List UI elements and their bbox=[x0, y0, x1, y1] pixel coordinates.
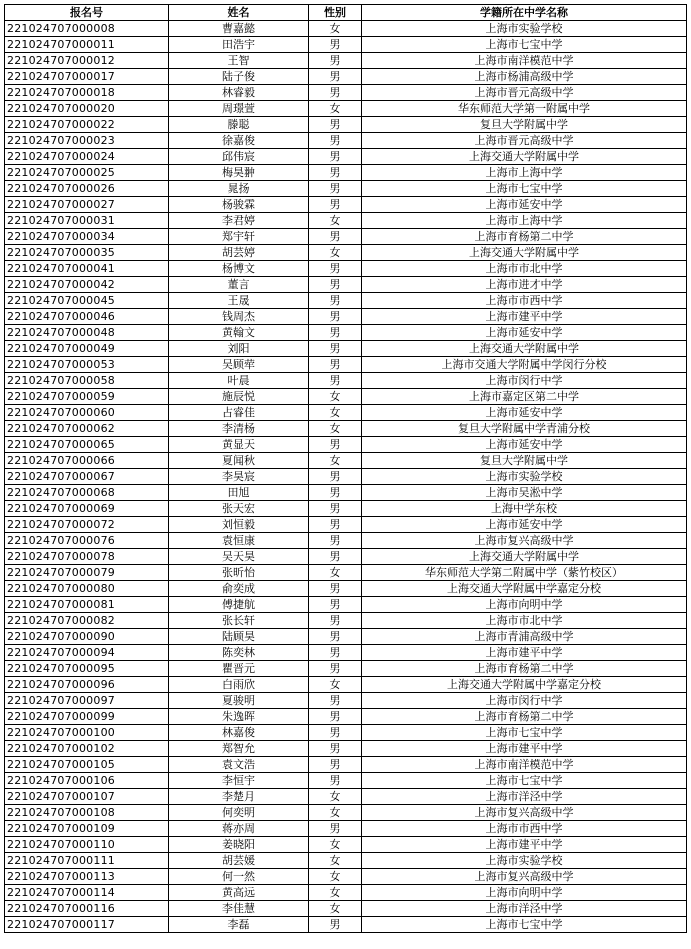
cell-registration-number: 221024707000011 bbox=[5, 37, 169, 53]
cell-name: 李恒宇 bbox=[169, 773, 309, 789]
cell-registration-number: 221024707000097 bbox=[5, 693, 169, 709]
table-row bbox=[5, 325, 687, 341]
cell-registration-number: 221024707000069 bbox=[5, 501, 169, 517]
table-row bbox=[5, 709, 687, 725]
cell-gender: 男 bbox=[309, 469, 362, 485]
cell-school: 上海市进才中学 bbox=[362, 277, 687, 293]
cell-registration-number: 221024707000018 bbox=[5, 85, 169, 101]
table-row bbox=[5, 277, 687, 293]
table-row bbox=[5, 405, 687, 421]
cell-name: 张天宏 bbox=[169, 501, 309, 517]
cell-school: 上海市向明中学 bbox=[362, 597, 687, 613]
cell-gender: 女 bbox=[309, 837, 362, 853]
table-row bbox=[5, 581, 687, 597]
cell-registration-number: 221024707000041 bbox=[5, 261, 169, 277]
cell-name: 陆顾昊 bbox=[169, 629, 309, 645]
cell-registration-number: 221024707000020 bbox=[5, 101, 169, 117]
cell-gender: 男 bbox=[309, 485, 362, 501]
cell-gender: 男 bbox=[309, 821, 362, 837]
cell-school: 上海市闵行中学 bbox=[362, 693, 687, 709]
table-row bbox=[5, 805, 687, 821]
cell-gender: 男 bbox=[309, 725, 362, 741]
table-row bbox=[5, 469, 687, 485]
cell-gender: 男 bbox=[309, 437, 362, 453]
table-row bbox=[5, 629, 687, 645]
cell-school: 上海市建平中学 bbox=[362, 645, 687, 661]
cell-gender: 男 bbox=[309, 149, 362, 165]
cell-gender: 女 bbox=[309, 421, 362, 437]
cell-gender: 男 bbox=[309, 581, 362, 597]
table-row bbox=[5, 21, 687, 37]
cell-gender: 男 bbox=[309, 373, 362, 389]
table-row bbox=[5, 373, 687, 389]
cell-name: 杨博文 bbox=[169, 261, 309, 277]
cell-gender: 女 bbox=[309, 453, 362, 469]
table-row bbox=[5, 421, 687, 437]
table-row bbox=[5, 453, 687, 469]
cell-school: 复旦大学附属中学青浦分校 bbox=[362, 421, 687, 437]
table-row bbox=[5, 149, 687, 165]
cell-name: 李清杨 bbox=[169, 421, 309, 437]
table-row bbox=[5, 677, 687, 693]
cell-gender: 男 bbox=[309, 117, 362, 133]
cell-school: 上海市实验学校 bbox=[362, 469, 687, 485]
cell-name: 叶晨 bbox=[169, 373, 309, 389]
cell-registration-number: 221024707000072 bbox=[5, 517, 169, 533]
cell-school: 上海中学东校 bbox=[362, 501, 687, 517]
cell-school: 上海市向明中学 bbox=[362, 885, 687, 901]
cell-name: 晁扬 bbox=[169, 181, 309, 197]
cell-name: 傅捷航 bbox=[169, 597, 309, 613]
cell-gender: 女 bbox=[309, 21, 362, 37]
table-row bbox=[5, 789, 687, 805]
table-row bbox=[5, 197, 687, 213]
cell-gender: 男 bbox=[309, 517, 362, 533]
cell-name: 王智 bbox=[169, 53, 309, 69]
cell-name: 俞奕成 bbox=[169, 581, 309, 597]
cell-gender: 女 bbox=[309, 885, 362, 901]
cell-registration-number: 221024707000048 bbox=[5, 325, 169, 341]
cell-name: 王晟 bbox=[169, 293, 309, 309]
cell-gender: 男 bbox=[309, 69, 362, 85]
cell-school: 复旦大学附属中学 bbox=[362, 453, 687, 469]
cell-school: 上海市七宝中学 bbox=[362, 37, 687, 53]
cell-gender: 男 bbox=[309, 181, 362, 197]
cell-name: 袁文浩 bbox=[169, 757, 309, 773]
table-row bbox=[5, 341, 687, 357]
cell-gender: 男 bbox=[309, 757, 362, 773]
cell-registration-number: 221024707000049 bbox=[5, 341, 169, 357]
table-row bbox=[5, 661, 687, 677]
cell-name: 邱伟宸 bbox=[169, 149, 309, 165]
cell-school: 上海市晋元高级中学 bbox=[362, 85, 687, 101]
header-name: 姓名 bbox=[169, 5, 309, 21]
cell-registration-number: 221024707000100 bbox=[5, 725, 169, 741]
cell-registration-number: 221024707000113 bbox=[5, 869, 169, 885]
cell-registration-number: 221024707000024 bbox=[5, 149, 169, 165]
cell-school: 上海市建平中学 bbox=[362, 741, 687, 757]
cell-school: 上海市延安中学 bbox=[362, 197, 687, 213]
table-row bbox=[5, 693, 687, 709]
cell-name: 郑智允 bbox=[169, 741, 309, 757]
cell-name: 黄显天 bbox=[169, 437, 309, 453]
cell-school: 上海市七宝中学 bbox=[362, 917, 687, 933]
cell-gender: 男 bbox=[309, 693, 362, 709]
cell-school: 上海市上海中学 bbox=[362, 213, 687, 229]
cell-gender: 男 bbox=[309, 613, 362, 629]
cell-registration-number: 221024707000110 bbox=[5, 837, 169, 853]
cell-school: 上海市延安中学 bbox=[362, 437, 687, 453]
cell-registration-number: 221024707000027 bbox=[5, 197, 169, 213]
cell-registration-number: 221024707000042 bbox=[5, 277, 169, 293]
cell-school: 上海交通大学附属中学 bbox=[362, 341, 687, 357]
cell-school: 上海市闵行中学 bbox=[362, 373, 687, 389]
table-row bbox=[5, 181, 687, 197]
cell-registration-number: 221024707000023 bbox=[5, 133, 169, 149]
cell-name: 蒋亦周 bbox=[169, 821, 309, 837]
cell-name: 吴顾荦 bbox=[169, 357, 309, 373]
cell-gender: 男 bbox=[309, 197, 362, 213]
cell-gender: 女 bbox=[309, 789, 362, 805]
cell-school: 上海市育杨第二中学 bbox=[362, 709, 687, 725]
cell-registration-number: 221024707000060 bbox=[5, 405, 169, 421]
cell-gender: 男 bbox=[309, 357, 362, 373]
cell-school: 上海交通大学附属中学 bbox=[362, 549, 687, 565]
cell-name: 郑宇轩 bbox=[169, 229, 309, 245]
cell-gender: 女 bbox=[309, 245, 362, 261]
cell-school: 上海市实验学校 bbox=[362, 853, 687, 869]
cell-registration-number: 221024707000094 bbox=[5, 645, 169, 661]
cell-gender: 男 bbox=[309, 917, 362, 933]
cell-registration-number: 221024707000046 bbox=[5, 309, 169, 325]
cell-gender: 男 bbox=[309, 629, 362, 645]
cell-gender: 男 bbox=[309, 37, 362, 53]
cell-school: 上海市晋元高级中学 bbox=[362, 133, 687, 149]
cell-registration-number: 221024707000078 bbox=[5, 549, 169, 565]
cell-name: 占睿佳 bbox=[169, 405, 309, 421]
table-row bbox=[5, 357, 687, 373]
cell-registration-number: 221024707000079 bbox=[5, 565, 169, 581]
table-row bbox=[5, 613, 687, 629]
cell-gender: 男 bbox=[309, 741, 362, 757]
table-row bbox=[5, 885, 687, 901]
table-row bbox=[5, 69, 687, 85]
table-row bbox=[5, 917, 687, 933]
cell-school: 上海市延安中学 bbox=[362, 325, 687, 341]
cell-gender: 男 bbox=[309, 229, 362, 245]
cell-school: 上海市建平中学 bbox=[362, 309, 687, 325]
cell-name: 夏骏明 bbox=[169, 693, 309, 709]
cell-gender: 女 bbox=[309, 805, 362, 821]
cell-school: 上海交通大学附属中学 bbox=[362, 149, 687, 165]
table-row bbox=[5, 485, 687, 501]
cell-gender: 男 bbox=[309, 261, 362, 277]
cell-name: 何奕明 bbox=[169, 805, 309, 821]
cell-name: 胡芸媛 bbox=[169, 853, 309, 869]
cell-name: 黄翰文 bbox=[169, 325, 309, 341]
cell-gender: 女 bbox=[309, 101, 362, 117]
header-school: 学籍所在中学名称 bbox=[362, 5, 687, 21]
cell-registration-number: 221024707000107 bbox=[5, 789, 169, 805]
cell-school: 上海市复兴高级中学 bbox=[362, 805, 687, 821]
table-row bbox=[5, 533, 687, 549]
cell-gender: 男 bbox=[309, 661, 362, 677]
cell-name: 吴天昊 bbox=[169, 549, 309, 565]
header-row bbox=[5, 5, 687, 21]
results-table bbox=[4, 4, 687, 933]
cell-gender: 男 bbox=[309, 533, 362, 549]
cell-registration-number: 221024707000082 bbox=[5, 613, 169, 629]
cell-registration-number: 221024707000090 bbox=[5, 629, 169, 645]
table-row bbox=[5, 517, 687, 533]
cell-name: 张长轩 bbox=[169, 613, 309, 629]
cell-registration-number: 221024707000045 bbox=[5, 293, 169, 309]
cell-registration-number: 221024707000106 bbox=[5, 773, 169, 789]
cell-name: 田浩宇 bbox=[169, 37, 309, 53]
cell-name: 李楚月 bbox=[169, 789, 309, 805]
cell-gender: 女 bbox=[309, 405, 362, 421]
cell-registration-number: 221024707000095 bbox=[5, 661, 169, 677]
table-row bbox=[5, 645, 687, 661]
cell-registration-number: 221024707000116 bbox=[5, 901, 169, 917]
cell-registration-number: 221024707000053 bbox=[5, 357, 169, 373]
cell-registration-number: 221024707000062 bbox=[5, 421, 169, 437]
table-row bbox=[5, 437, 687, 453]
table-row bbox=[5, 309, 687, 325]
cell-gender: 女 bbox=[309, 677, 362, 693]
cell-school: 上海市南洋模范中学 bbox=[362, 53, 687, 69]
cell-name: 瞿晋元 bbox=[169, 661, 309, 677]
cell-name: 施辰悦 bbox=[169, 389, 309, 405]
table-row bbox=[5, 757, 687, 773]
cell-name: 徐嘉俊 bbox=[169, 133, 309, 149]
cell-registration-number: 221024707000111 bbox=[5, 853, 169, 869]
cell-registration-number: 221024707000114 bbox=[5, 885, 169, 901]
cell-registration-number: 221024707000031 bbox=[5, 213, 169, 229]
cell-school: 上海市市西中学 bbox=[362, 293, 687, 309]
cell-school: 华东师范大学第二附属中学（紫竹校区） bbox=[362, 565, 687, 581]
cell-name: 林嘉俊 bbox=[169, 725, 309, 741]
cell-gender: 男 bbox=[309, 293, 362, 309]
table-row bbox=[5, 165, 687, 181]
cell-registration-number: 221024707000099 bbox=[5, 709, 169, 725]
cell-name: 李佳慧 bbox=[169, 901, 309, 917]
table-row bbox=[5, 725, 687, 741]
cell-school: 上海市育杨第二中学 bbox=[362, 229, 687, 245]
table-row bbox=[5, 261, 687, 277]
cell-registration-number: 221024707000066 bbox=[5, 453, 169, 469]
cell-registration-number: 221024707000102 bbox=[5, 741, 169, 757]
cell-name: 林睿毅 bbox=[169, 85, 309, 101]
cell-school: 上海市建平中学 bbox=[362, 837, 687, 853]
cell-name: 姜晓阳 bbox=[169, 837, 309, 853]
cell-name: 梅昊翀 bbox=[169, 165, 309, 181]
cell-gender: 男 bbox=[309, 709, 362, 725]
cell-gender: 男 bbox=[309, 645, 362, 661]
table-row bbox=[5, 101, 687, 117]
header-registration-number: 报名号 bbox=[5, 5, 169, 21]
cell-name: 陆子俊 bbox=[169, 69, 309, 85]
cell-name: 黄高远 bbox=[169, 885, 309, 901]
cell-name: 杨骏霖 bbox=[169, 197, 309, 213]
cell-school: 上海市延安中学 bbox=[362, 517, 687, 533]
table-row bbox=[5, 37, 687, 53]
cell-gender: 男 bbox=[309, 597, 362, 613]
cell-registration-number: 221024707000012 bbox=[5, 53, 169, 69]
cell-school: 复旦大学附属中学 bbox=[362, 117, 687, 133]
cell-gender: 女 bbox=[309, 389, 362, 405]
table-row bbox=[5, 213, 687, 229]
cell-name: 白雨欣 bbox=[169, 677, 309, 693]
cell-gender: 男 bbox=[309, 773, 362, 789]
cell-name: 李君婷 bbox=[169, 213, 309, 229]
table-row bbox=[5, 741, 687, 757]
table-row bbox=[5, 869, 687, 885]
cell-registration-number: 221024707000058 bbox=[5, 373, 169, 389]
cell-gender: 女 bbox=[309, 213, 362, 229]
cell-name: 袁恒康 bbox=[169, 533, 309, 549]
cell-gender: 男 bbox=[309, 549, 362, 565]
cell-registration-number: 221024707000022 bbox=[5, 117, 169, 133]
cell-school: 上海市市北中学 bbox=[362, 613, 687, 629]
cell-name: 张昕怡 bbox=[169, 565, 309, 581]
cell-gender: 男 bbox=[309, 341, 362, 357]
cell-registration-number: 221024707000068 bbox=[5, 485, 169, 501]
cell-registration-number: 221024707000076 bbox=[5, 533, 169, 549]
cell-school: 上海市实验学校 bbox=[362, 21, 687, 37]
cell-gender: 男 bbox=[309, 53, 362, 69]
cell-gender: 女 bbox=[309, 869, 362, 885]
cell-school: 上海市市西中学 bbox=[362, 821, 687, 837]
cell-gender: 女 bbox=[309, 901, 362, 917]
header-gender: 性别 bbox=[309, 5, 362, 21]
cell-name: 朱逸晖 bbox=[169, 709, 309, 725]
cell-school: 上海市七宝中学 bbox=[362, 773, 687, 789]
cell-school: 上海交通大学附属中学嘉定分校 bbox=[362, 677, 687, 693]
cell-registration-number: 221024707000065 bbox=[5, 437, 169, 453]
table-row bbox=[5, 53, 687, 69]
cell-registration-number: 221024707000026 bbox=[5, 181, 169, 197]
table-row bbox=[5, 773, 687, 789]
table-row bbox=[5, 901, 687, 917]
table-row bbox=[5, 853, 687, 869]
cell-registration-number: 221024707000080 bbox=[5, 581, 169, 597]
cell-name: 刘恒毅 bbox=[169, 517, 309, 533]
cell-name: 田旭 bbox=[169, 485, 309, 501]
cell-school: 上海市洋泾中学 bbox=[362, 789, 687, 805]
cell-registration-number: 221024707000017 bbox=[5, 69, 169, 85]
cell-registration-number: 221024707000067 bbox=[5, 469, 169, 485]
cell-school: 上海市青浦高级中学 bbox=[362, 629, 687, 645]
cell-gender: 男 bbox=[309, 277, 362, 293]
cell-registration-number: 221024707000108 bbox=[5, 805, 169, 821]
table-row bbox=[5, 597, 687, 613]
table-row bbox=[5, 821, 687, 837]
cell-name: 曹嘉懿 bbox=[169, 21, 309, 37]
cell-gender: 男 bbox=[309, 309, 362, 325]
cell-school: 上海市七宝中学 bbox=[362, 181, 687, 197]
cell-gender: 男 bbox=[309, 501, 362, 517]
cell-name: 李昊宸 bbox=[169, 469, 309, 485]
cell-registration-number: 221024707000008 bbox=[5, 21, 169, 37]
cell-school: 上海市上海中学 bbox=[362, 165, 687, 181]
table-row bbox=[5, 389, 687, 405]
table-row bbox=[5, 85, 687, 101]
table-row bbox=[5, 837, 687, 853]
table-row bbox=[5, 133, 687, 149]
cell-gender: 男 bbox=[309, 165, 362, 181]
cell-gender: 女 bbox=[309, 853, 362, 869]
cell-registration-number: 221024707000117 bbox=[5, 917, 169, 933]
cell-school: 上海市吴淞中学 bbox=[362, 485, 687, 501]
cell-name: 何一然 bbox=[169, 869, 309, 885]
cell-name: 钱周杰 bbox=[169, 309, 309, 325]
cell-gender: 男 bbox=[309, 133, 362, 149]
table-row bbox=[5, 501, 687, 517]
cell-registration-number: 221024707000059 bbox=[5, 389, 169, 405]
cell-school: 上海市洋泾中学 bbox=[362, 901, 687, 917]
cell-registration-number: 221024707000096 bbox=[5, 677, 169, 693]
table-row bbox=[5, 293, 687, 309]
cell-school: 上海市嘉定区第二中学 bbox=[362, 389, 687, 405]
cell-registration-number: 221024707000035 bbox=[5, 245, 169, 261]
cell-gender: 男 bbox=[309, 85, 362, 101]
cell-school: 上海市复兴高级中学 bbox=[362, 869, 687, 885]
cell-school: 上海交通大学附属中学 bbox=[362, 245, 687, 261]
cell-name: 夏闻秋 bbox=[169, 453, 309, 469]
cell-gender: 男 bbox=[309, 325, 362, 341]
table-row bbox=[5, 565, 687, 581]
table-row bbox=[5, 117, 687, 133]
table-row bbox=[5, 245, 687, 261]
cell-name: 陈奕林 bbox=[169, 645, 309, 661]
table-row bbox=[5, 229, 687, 245]
cell-gender: 女 bbox=[309, 565, 362, 581]
cell-school: 上海交通大学附属中学嘉定分校 bbox=[362, 581, 687, 597]
cell-name: 董言 bbox=[169, 277, 309, 293]
cell-school: 上海市育杨第二中学 bbox=[362, 661, 687, 677]
cell-registration-number: 221024707000025 bbox=[5, 165, 169, 181]
cell-registration-number: 221024707000109 bbox=[5, 821, 169, 837]
cell-name: 周璟萱 bbox=[169, 101, 309, 117]
cell-registration-number: 221024707000081 bbox=[5, 597, 169, 613]
cell-name: 滕聪 bbox=[169, 117, 309, 133]
cell-school: 上海市杨浦高级中学 bbox=[362, 69, 687, 85]
cell-school: 上海市延安中学 bbox=[362, 405, 687, 421]
cell-registration-number: 221024707000034 bbox=[5, 229, 169, 245]
cell-school: 上海市市北中学 bbox=[362, 261, 687, 277]
cell-school: 华东师范大学第一附属中学 bbox=[362, 101, 687, 117]
cell-name: 刘阳 bbox=[169, 341, 309, 357]
table-row bbox=[5, 549, 687, 565]
cell-registration-number: 221024707000105 bbox=[5, 757, 169, 773]
cell-school: 上海市七宝中学 bbox=[362, 725, 687, 741]
cell-school: 上海市复兴高级中学 bbox=[362, 533, 687, 549]
cell-school: 上海市南洋模范中学 bbox=[362, 757, 687, 773]
cell-name: 李磊 bbox=[169, 917, 309, 933]
cell-school: 上海市交通大学附属中学闵行分校 bbox=[362, 357, 687, 373]
cell-name: 胡芸婷 bbox=[169, 245, 309, 261]
